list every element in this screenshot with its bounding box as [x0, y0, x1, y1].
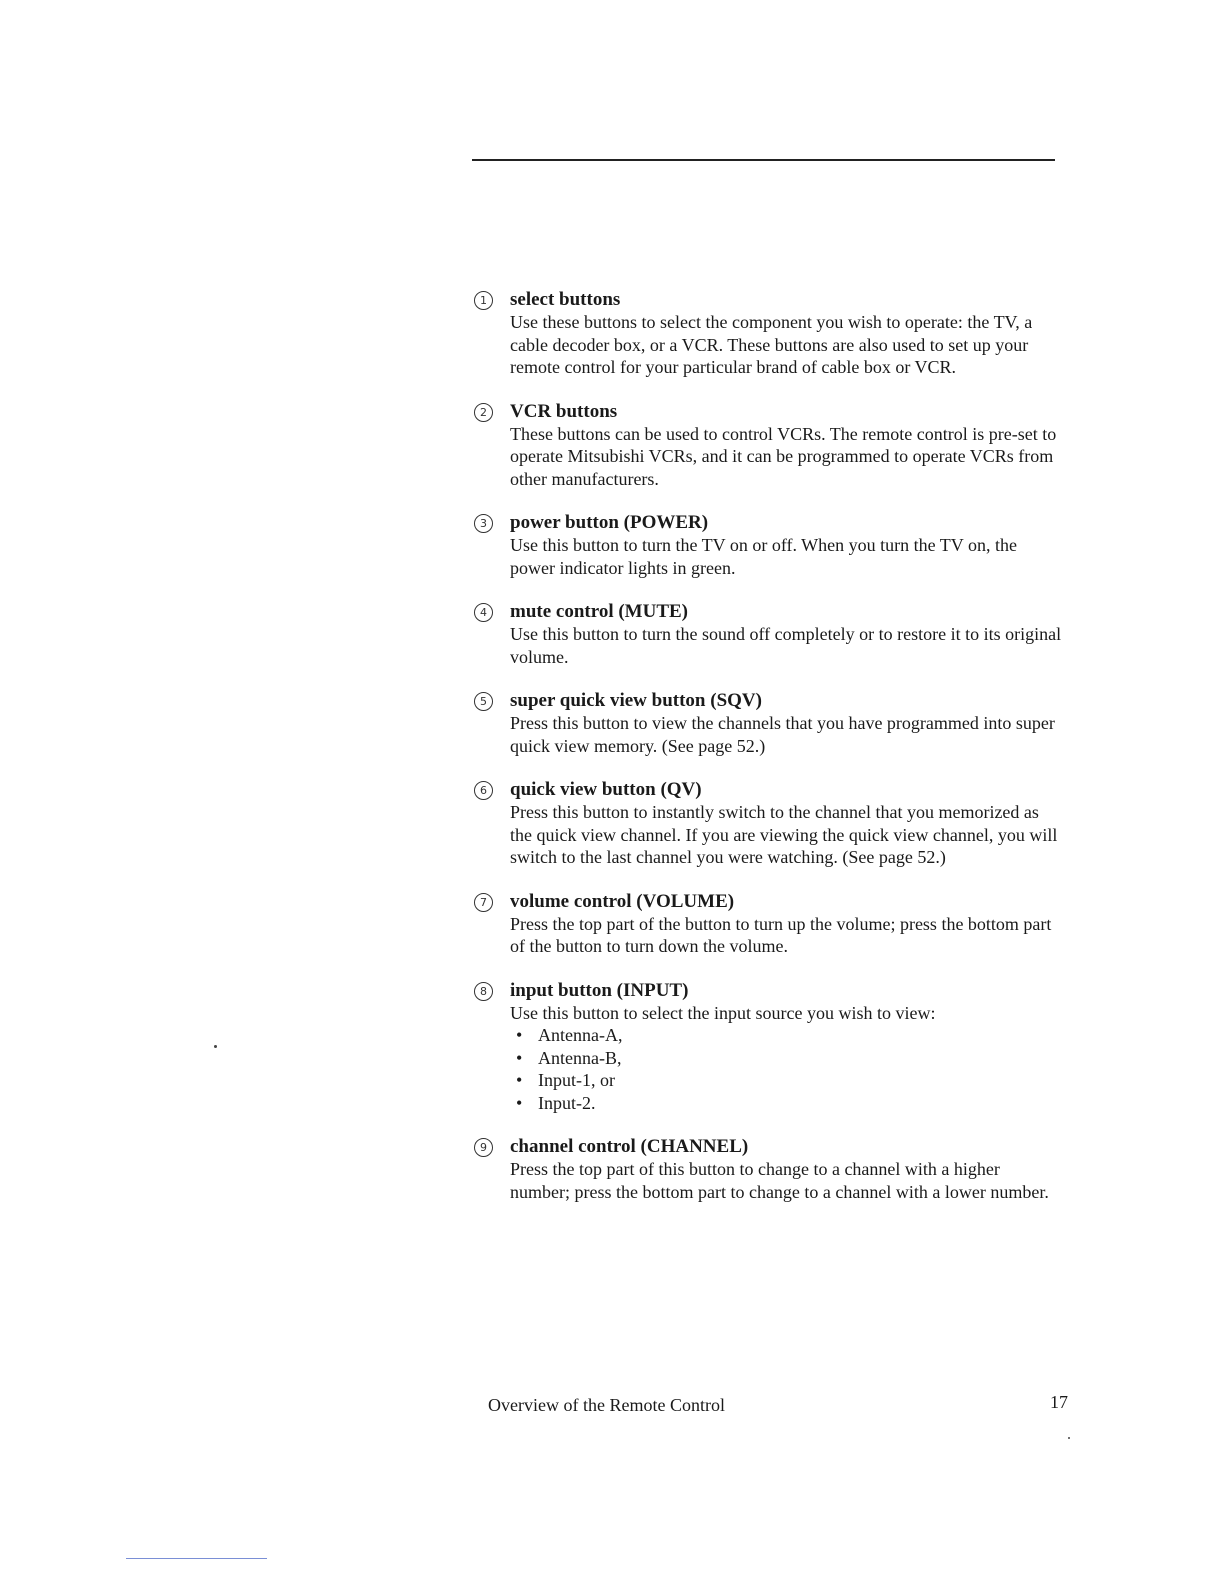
item-volume-control: [474, 890, 1064, 958]
item-mute-control: [474, 600, 1064, 668]
item-title: select buttons: [510, 289, 621, 310]
scan-edge-line: [126, 1558, 267, 1559]
item-number: 8: [474, 982, 493, 1001]
item-description: Use these buttons to select the component you wish to operate: the TV, a cable decoder box, or a VCR. These buttons are also used to set up your remote control for your particular brand of cable box or VCR.: [510, 312, 1033, 377]
item-title: super quick view button (SQV): [510, 690, 762, 711]
item-number: 2: [474, 403, 493, 422]
item-title: volume control (VOLUME): [510, 890, 735, 912]
item-number: 3: [474, 514, 493, 533]
item-number: 4: [474, 603, 493, 622]
scan-speck: [214, 1045, 217, 1048]
item-description: Press this button to instantly switch to the channel that you memorized as the quick view channel. If you are viewing the quick view channel, you will switch to the last channel you were watching. (See page 52.): [510, 802, 1058, 867]
item-description: Use this button to turn the TV on or off. When you turn the TV on, the power indicator lights in green.: [510, 535, 1017, 578]
list-item: • Antenna-B,: [516, 1047, 1064, 1070]
footer-section-title: Overview of the Remote Control: [488, 1395, 725, 1415]
scan-speck: [1068, 1437, 1070, 1439]
item-vcr-buttons: [474, 400, 1064, 491]
item-title: quick view button (QV): [510, 779, 702, 800]
item-super-quick-view: [474, 689, 1064, 757]
item-description: Press the top part of this button to change to a channel with a higher number; press the bottom part to change to a channel with a lower number.: [510, 1159, 1049, 1202]
item-description: Use this button to turn the sound off completely or to restore it to its original volume.: [510, 624, 1062, 667]
item-title: mute control (MUTE): [510, 601, 689, 622]
item-description: Press this button to view the channels that you have programmed into super quick view memory. (See page 52.): [510, 713, 1055, 756]
item-title: input button (INPUT): [510, 979, 689, 1001]
item-number: 1: [474, 291, 493, 310]
item-number: 9: [474, 1138, 493, 1157]
item-description: Press the top part of the button to turn up the volume; press the bottom part of the button to turn down the volume.: [510, 913, 1052, 956]
list-item: • Antenna-A,: [516, 1024, 1064, 1047]
item-power-button: [474, 511, 1064, 579]
item-description: Use this button to select the input source you wish to view:: [510, 1002, 936, 1023]
item-input-button: [474, 979, 1064, 1115]
page-number: 17: [1050, 1392, 1068, 1412]
item-list: [474, 288, 1064, 1224]
item-select-buttons: [474, 288, 1064, 379]
item-number: 7: [474, 893, 493, 912]
list-item: • Input-1, or: [516, 1069, 1064, 1092]
list-item: • Input-2.: [516, 1092, 1064, 1115]
input-source-list: [510, 1024, 1064, 1114]
item-channel-control: [474, 1135, 1064, 1203]
item-number: 6: [474, 781, 493, 800]
item-title: channel control (CHANNEL): [510, 1136, 749, 1157]
item-number: 5: [474, 692, 493, 711]
item-title: power button (POWER): [510, 512, 709, 533]
item-quick-view: [474, 778, 1064, 869]
item-description: These buttons can be used to control VCRs. The remote control is pre-set to operate Mitsubishi VCRs, and it can be programmed to operate VCRs from other manufacturers.: [510, 423, 1057, 489]
item-title: VCR buttons: [510, 400, 618, 422]
top-rule: [472, 159, 1055, 161]
